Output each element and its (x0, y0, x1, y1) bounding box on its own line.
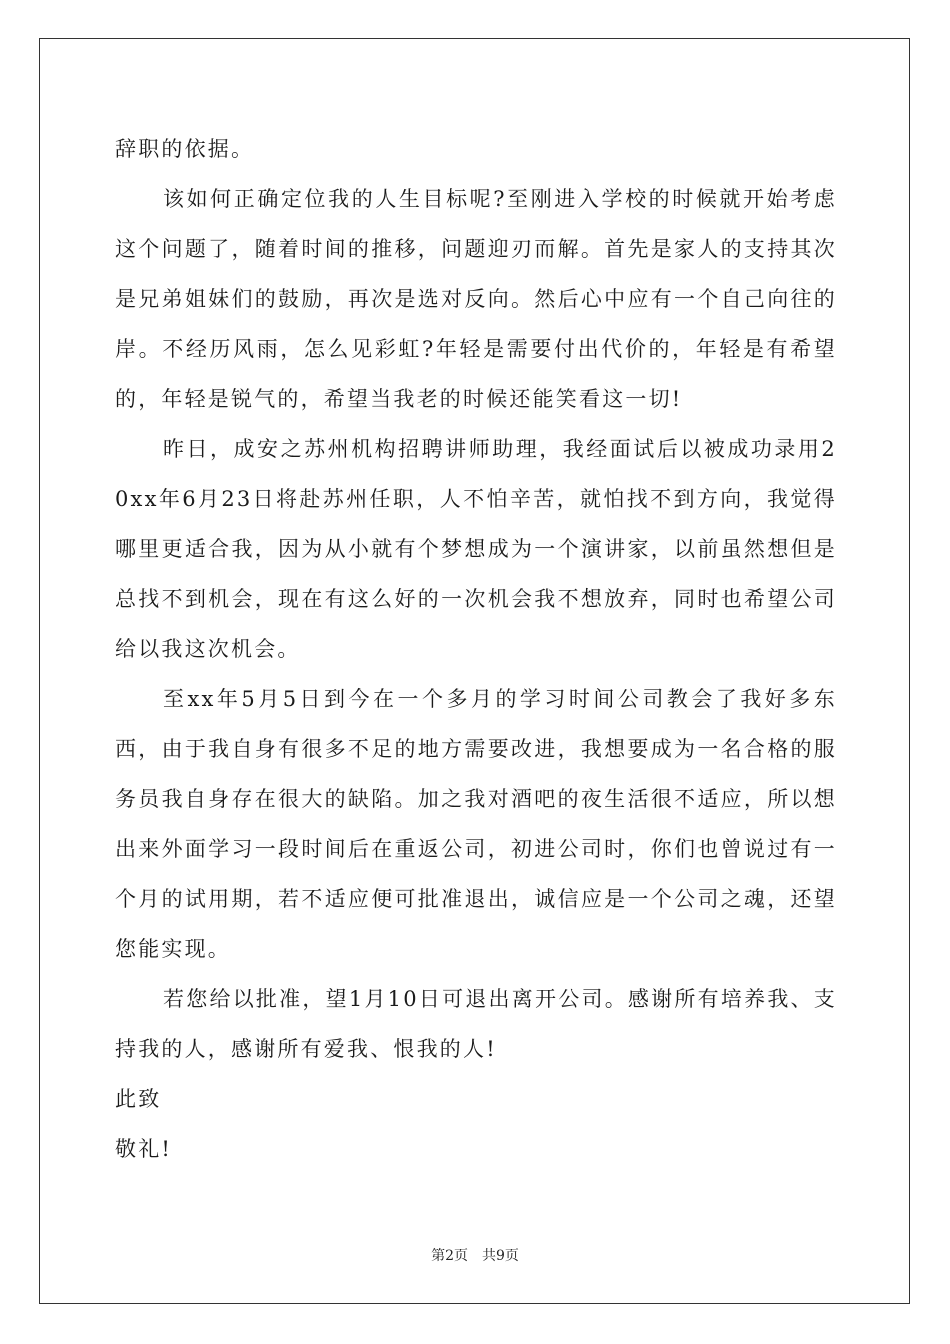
paragraph-new-job: 昨日，成安之苏州机构招聘讲师助理，我经面试后以被成功录用20xx年6月23日将赴苏州任职，人不怕辛苦，就怕找不到方向，我觉得哪里更适合我，因为从小就有个梦想成为一个演讲家，以前虽然想但是总找不到机会，现在有这么好的一次机会我不想放弃，同时也希望公司给以我这次机会。 (115, 437, 837, 661)
paragraph-reasons: 至xx年5月5日到今在一个多月的学习时间公司教会了我好多东西，由于我自身有很多不足的地方需要改进，我想要成为一名合格的服务员我自身存在很大的缺陷。加之我对酒吧的夜生活很不适应，所以想出来外面学习一段时间后在重返公司，初进公司时，你们也曾说过有一个月的试用期，若不适应便可批准退出，诚信应是一个公司之魂，还望您能实现。 (115, 687, 837, 961)
paragraph-request: 若您给以批准，望1月10日可退出离开公司。感谢所有培养我、支持我的人，感谢所有爱我、恨我的人! (115, 987, 837, 1061)
letter-body (115, 124, 837, 1174)
page-footer (0, 1245, 950, 1265)
page-total: 共9页 (482, 1248, 519, 1264)
paragraph-life-goals: 该如何正确定位我的人生目标呢?至刚进入学校的时候就开始考虑这个问题了，随着时间的推移，问题迎刃而解。首先是家人的支持其次是兄弟姐妹们的鼓励，再次是选对反向。然后心中应有一个自己向往的岸。不经历风雨，怎么见彩虹?年轻是需要付出代价的，年轻是有希望的，年轻是锐气的，希望当我老的时候还能笑看这一切! (115, 187, 837, 411)
page-number: 第2页 (431, 1248, 468, 1264)
salutation-jingli: 敬礼! (115, 1137, 173, 1161)
salutation-cizhi: 此致 (115, 1087, 162, 1111)
paragraph-closing-line: 辞职的依据。 (115, 137, 255, 161)
